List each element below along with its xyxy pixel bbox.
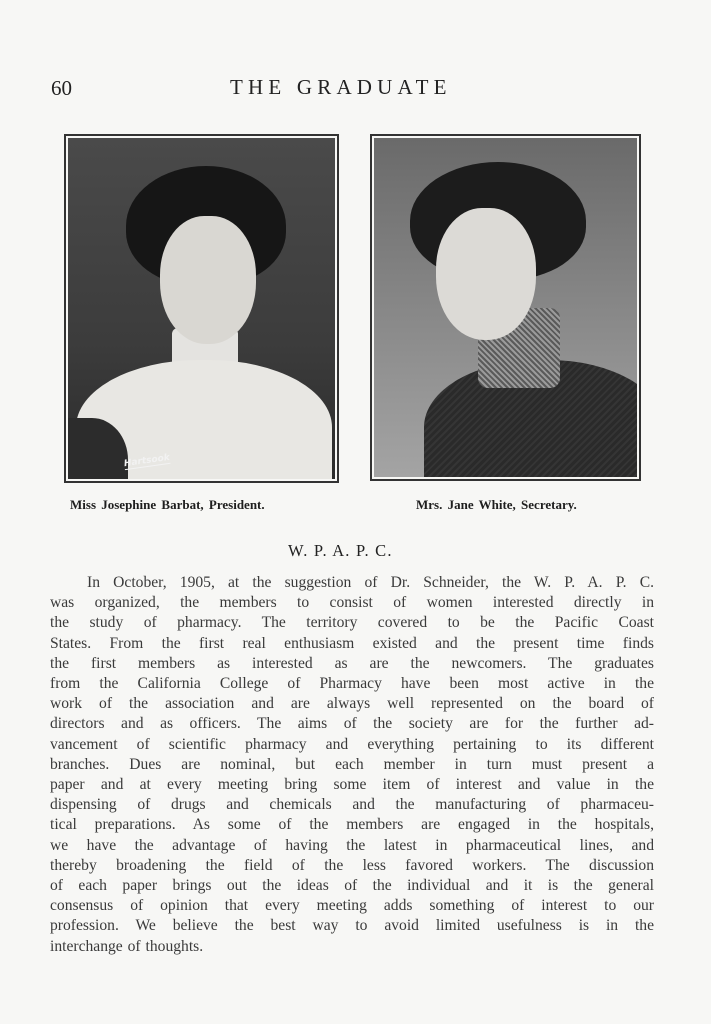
section-heading: W. P. A. P. C. xyxy=(288,541,393,560)
article-line: vancement of scientific pharmacy and everything pertaining to its different xyxy=(50,735,654,753)
article-line: was organized, the members to consist of women interested directly in xyxy=(50,594,654,612)
page-number: 60 xyxy=(51,76,72,100)
photographer-signature: Hartsook xyxy=(123,452,171,470)
article-line: profession. We believe the best way to avoid limited usefulness is in the xyxy=(50,917,654,935)
article-line: branches. Dues are nominal, but each member in turn must present a xyxy=(50,755,654,773)
article-line: States. From the first real enthusiasm existed and the present time finds xyxy=(50,634,654,652)
caption-president: Miss Josephine Barbat, President. xyxy=(70,497,265,512)
caption-secretary: Mrs. Jane White, Secretary. xyxy=(416,497,577,512)
article-line: from the California College of Pharmacy have been most active in the xyxy=(50,675,654,693)
article-line: paper and at every meeting bring some item of interest and value in the xyxy=(50,776,654,794)
article-line: of each paper brings out the ideas of the individual and it is the general xyxy=(50,877,654,895)
portrait-face xyxy=(160,216,256,344)
article-line: work of the association and are always well represented on the board of xyxy=(50,695,654,713)
portrait-face xyxy=(436,208,536,340)
article-line: tical preparations. As some of the members are engaged in the hospitals, xyxy=(50,816,654,834)
article-line: consensus of opinion that every meeting adds something of interest to our xyxy=(50,897,654,915)
running-title: THE GRADUATE xyxy=(230,75,452,99)
article-line: directors and as officers. The aims of the society are for the further ad- xyxy=(50,715,654,733)
article-line: we have the advantage of having the latest in pharmaceutical lines, and xyxy=(50,836,654,854)
portrait-frame-president xyxy=(64,134,339,483)
portrait-frame-secretary xyxy=(370,134,641,481)
article-line: thereby broadening the field of the less favored workers. The discussion xyxy=(50,856,654,874)
article-line: the study of pharmacy. The territory covered to be the Pacific Coast xyxy=(50,614,654,632)
article-line: the first members as interested as are the newcomers. The graduates xyxy=(50,654,654,672)
article-line: interchange of thoughts. xyxy=(50,937,204,955)
article-body xyxy=(50,573,654,957)
article-line: In October, 1905, at the suggestion of Dr. Schneider, the W. P. A. P. C. xyxy=(87,574,654,591)
portrait-photo-secretary xyxy=(374,138,637,477)
article-line: dispensing of drugs and chemicals and the manufacturing of pharmaceu- xyxy=(50,796,654,814)
portrait-photo-president xyxy=(68,138,335,479)
